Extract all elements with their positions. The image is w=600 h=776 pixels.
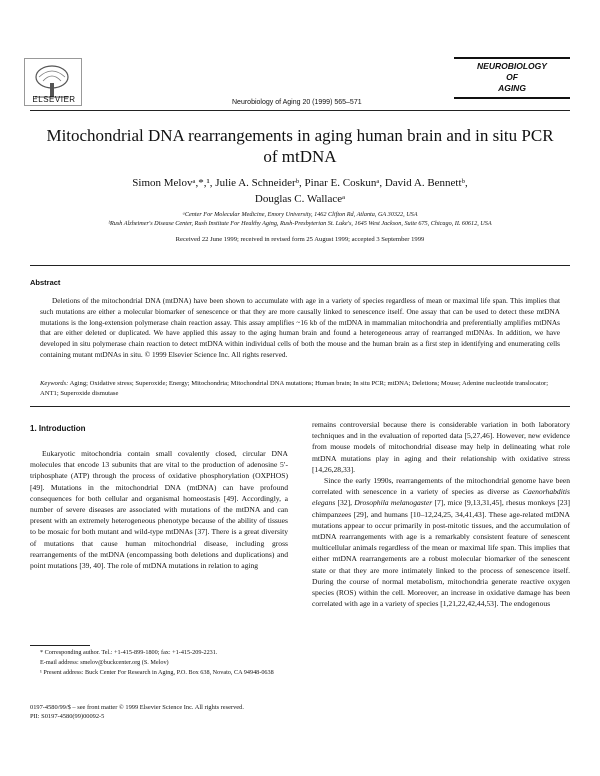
affiliation-a: ᵃCenter For Molecular Medicine, Emory University, 1462 Clifton Rd, Atlanta, GA 30322, USA: [182, 211, 418, 218]
article-title: Mitochondrial DNA rearrangements in aging human brain and in situ PCR of mtDNA: [46, 126, 554, 166]
body-right-column: [312, 419, 570, 609]
abstract-top-rule: [30, 265, 570, 266]
para2-text-a: Since the early 1990s, rearrangements of the mitochondrial genome have been correlated with senescence in a variety of species as diverse as: [312, 476, 570, 497]
elsevier-tree-icon: [31, 63, 73, 99]
abstract-heading: Abstract: [30, 278, 61, 287]
journal-name-box: [454, 57, 570, 99]
abstract-bottom-rule: [30, 406, 570, 407]
header-rule: [30, 110, 570, 111]
affiliations: [40, 210, 560, 228]
journal-line-1: NEUROBIOLOGY: [477, 61, 547, 71]
right-paragraph-2: [312, 475, 570, 609]
species-name-1: Caenorhabditis elegans: [312, 487, 570, 508]
page-footer: [30, 703, 244, 721]
affiliation-b: ᵇRush Alzheimer's Disease Center, Rush Institute For Healthy Aging, Rush-Presbyterian St. Luke's, 1645 West Jackson, Suite 675, Chicago, IL 60612, USA: [108, 220, 492, 227]
keywords: [40, 379, 560, 399]
footer-pii: PII: S0197-4580(99)00092-5: [30, 713, 105, 720]
section-heading: 1. Introduction: [30, 424, 86, 433]
footnote-corresponding: * Corresponding author. Tel.: +1-415-899-1800; fax: +1-415-209-2231.: [40, 649, 218, 656]
journal-citation: Neurobiology of Aging 20 (1999) 565–571: [232, 99, 362, 106]
authors-line-1: Simon Melovᵃ,*,¹, Julie A. Schneiderᵇ, Pinar E. Coskunᵃ, David A. Bennettᵇ,: [132, 177, 468, 189]
abstract-text: Deletions of the mitochondrial DNA (mtDNA) have been shown to accumulate with age in a variety of species regardless of mean or maximal life span. This implies that such mutations are either a molecular biomarker of senescence or that they are more causally linked to senescence itself. One assay that can be used to detect these mtDNA mutations is the long-extension polymerase chain reaction assay. This assay amplifies ~16 kb of the mtDNA in mammalian mitochondria and preferentially amplifies mtDNAs that are either deleted or duplicated. We have applied this assay to the aging human brain and found a heterogeneous array of rearranged mtDNAs. In addition, we have developed in situ polymerase chain reaction to detect mtDNA within individual cells of both the mouse and the human brain as a first step in identifying and enumerating cells containing mutant mtDNAs in situ. © 1999 Elsevier Science Inc. All rights reserved.: [40, 296, 560, 359]
para2-text-b: [32],: [335, 498, 355, 508]
footnote-rule: [30, 645, 90, 646]
footnote-present-address: ¹ Present address: Buck Center For Research in Aging, P.O. Box 638, Novato, CA 94948-0638: [40, 669, 274, 676]
species-name-2: Drosophila melanogaster: [354, 498, 433, 508]
journal-line-3: AGING: [498, 83, 526, 93]
received-dates: Received 22 June 1999; received in revised form 25 August 1999; accepted 3 September 1999: [175, 236, 425, 243]
body-left-column: Eukaryotic mitochondria contain small covalently closed, circular DNA molecules that encode 13 subunits that are vital to the production of adenosine 5′-triphosphate (ATP) through the process of oxidative phosphorylation (OXPHOS) [49]. Mutations in the mitochondrial DNA (mtDNA) can have profound consequences for both cellular and organismal homeostasis [49]. Accordingly, a number of severe diseases are associated with mutations of the mtDNA and can present with an extremely heterogeneous phenotype because of the ability of tissues to be mosaic for both mutant and wild-type mtDNAs [37]. There is a great diversity of mutations that cause human mitochondrial disease, including gross rearrangements of the mtDNA (encompassing both deletions and duplications) and point mutations [39, 40]. The role of mtDNA mutations in relation to aging: [30, 449, 288, 571]
footer-copyright: 0197-4580/99/$ – see front matter © 1999 Elsevier Science Inc. All rights reserved.: [30, 704, 244, 711]
para2-text-c: [7], mice [9,13,31,45], rhesus monkeys [23] chimpanzees [29], and humans [10–12,24,25, 34,41,43]. These age-related mtDNA mutations appear to occur primarily in post-mitotic tissues, and the accumulation of mtDNA rearrangements with age is a remarkably consistent feature of senescent multicellular animals regardless of the mean or maximal life span. This implies that either mtDNA rearrangements are a robust molecular biomarker of the senescent state or that they are more intimately linked to the process of senescence itself. During the course of normal metabolism, mitochondria generate reactive oxygen species (ROS) within the cell. Moreover, an increase in oxidative damage has been correlated with age in a variety of species [1,21,22,42,44,53]. The endogenous: [312, 498, 570, 609]
author-list: [60, 175, 540, 207]
journal-line-2: OF: [506, 72, 518, 82]
publisher-name: ELSEVIER: [32, 95, 76, 104]
right-paragraph-1: remains controversial because there is considerable variation in both laboratory techniques and in the evaluation of reported data [5,27,46]. However, new evidence from mouse models of mitochondrial disease may help in delineating what role mtDNA mutations play in aging and their relationship with oxidative stress [14,26,28,33].: [312, 420, 570, 474]
footnotes: [30, 648, 288, 678]
keywords-label: Keywords:: [40, 380, 69, 387]
keywords-list: Aging; Oxidative stress; Superoxide; Energy; Mitochondria; Mitochondrial DNA mutations; Human brain; In situ PCR; mtDNA; Deletions; Mouse; Adenine nucleotide translocator; ANT1; Superoxide dismutase: [40, 380, 549, 397]
authors-line-2: Douglas C. Wallaceᵃ: [254, 193, 346, 205]
footnote-email: E-mail address: smelov@buckcenter.org (S. Melov): [40, 659, 169, 666]
